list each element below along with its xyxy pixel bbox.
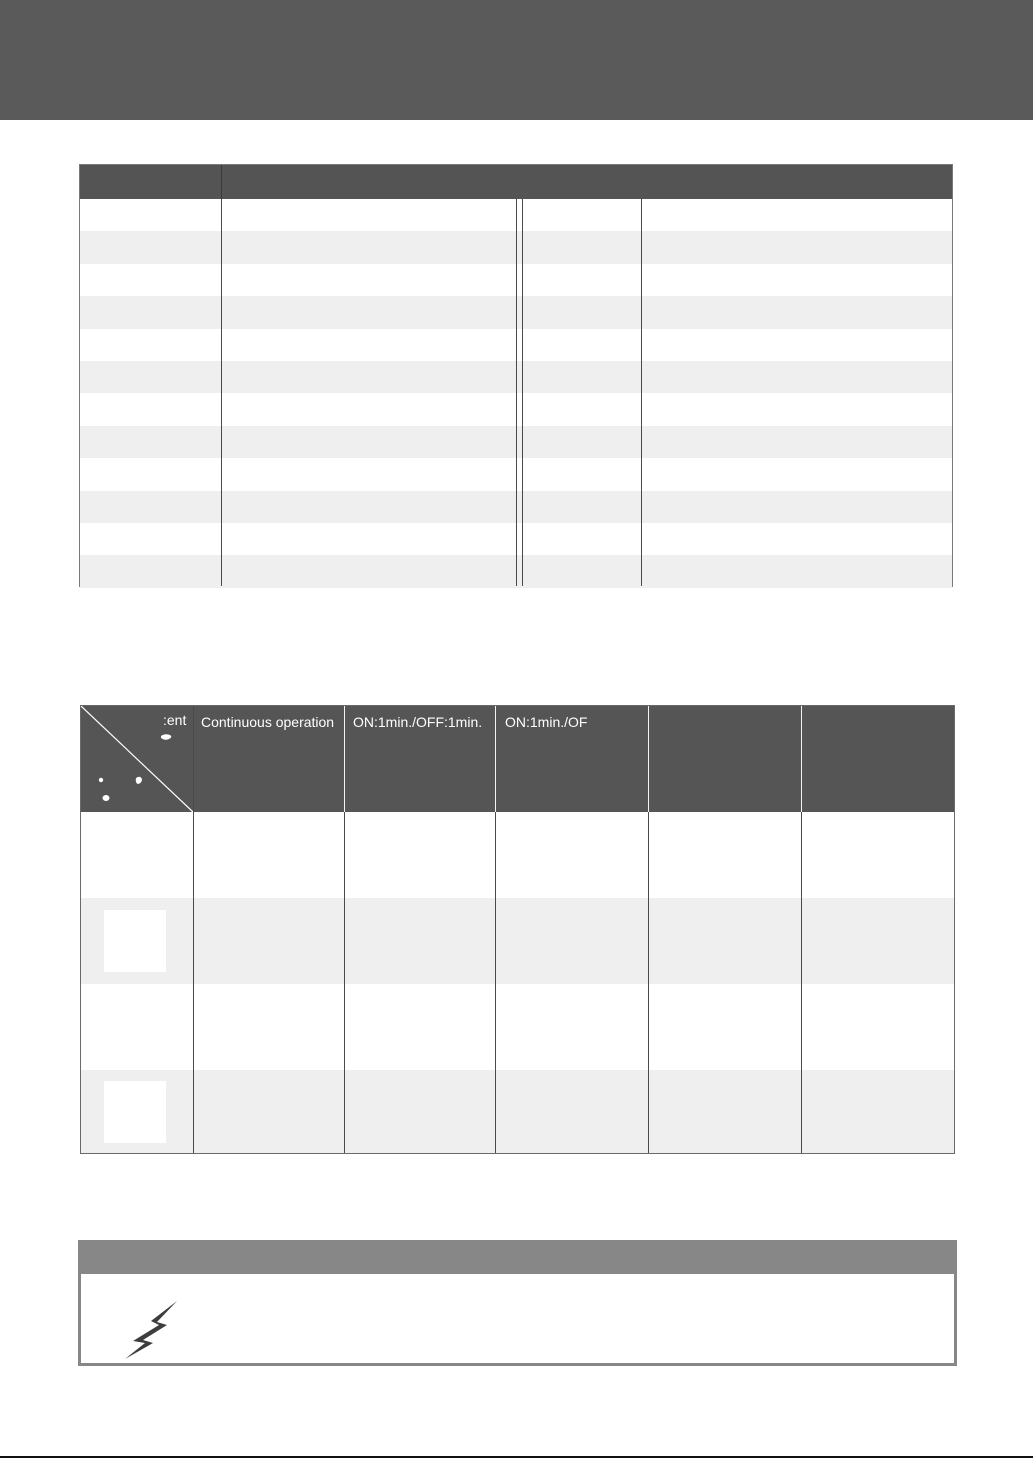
column-divider — [801, 812, 802, 1153]
column-divider — [641, 199, 642, 586]
column-divider — [516, 199, 517, 586]
spec-table — [79, 164, 953, 587]
table-row — [81, 812, 954, 898]
operation-table-header — [81, 706, 954, 812]
page-header-bar — [0, 0, 1033, 120]
column-header-on1-off1: ON:1min./OFF:1min. — [353, 714, 483, 730]
column-divider — [495, 812, 496, 1153]
note-content — [81, 1274, 954, 1363]
note-box — [78, 1240, 957, 1366]
column-divider — [344, 812, 345, 1153]
column-header-continuous: Continuous operation — [201, 714, 335, 730]
column-header-4 — [650, 706, 801, 812]
corner-header-cell — [81, 706, 193, 812]
column-divider — [193, 706, 194, 1153]
column-divider — [221, 199, 222, 586]
table-row — [81, 898, 954, 984]
column-divider — [648, 812, 649, 1153]
column-divider — [648, 706, 649, 812]
corner-label: :ent — [163, 712, 187, 728]
column-divider — [801, 706, 802, 812]
column-divider — [522, 199, 523, 586]
table-row — [81, 984, 954, 1070]
image-placeholder — [104, 1081, 166, 1143]
column-header-5 — [802, 706, 954, 812]
column-header-on1-of: ON:1min./OF — [505, 714, 588, 730]
image-placeholder — [104, 910, 166, 972]
lightning-bolt-icon — [123, 1299, 179, 1361]
table-row — [81, 1070, 954, 1153]
column-divider — [495, 706, 496, 812]
column-divider — [344, 706, 345, 812]
operation-table — [80, 705, 955, 1154]
spec-table-header — [80, 165, 952, 199]
